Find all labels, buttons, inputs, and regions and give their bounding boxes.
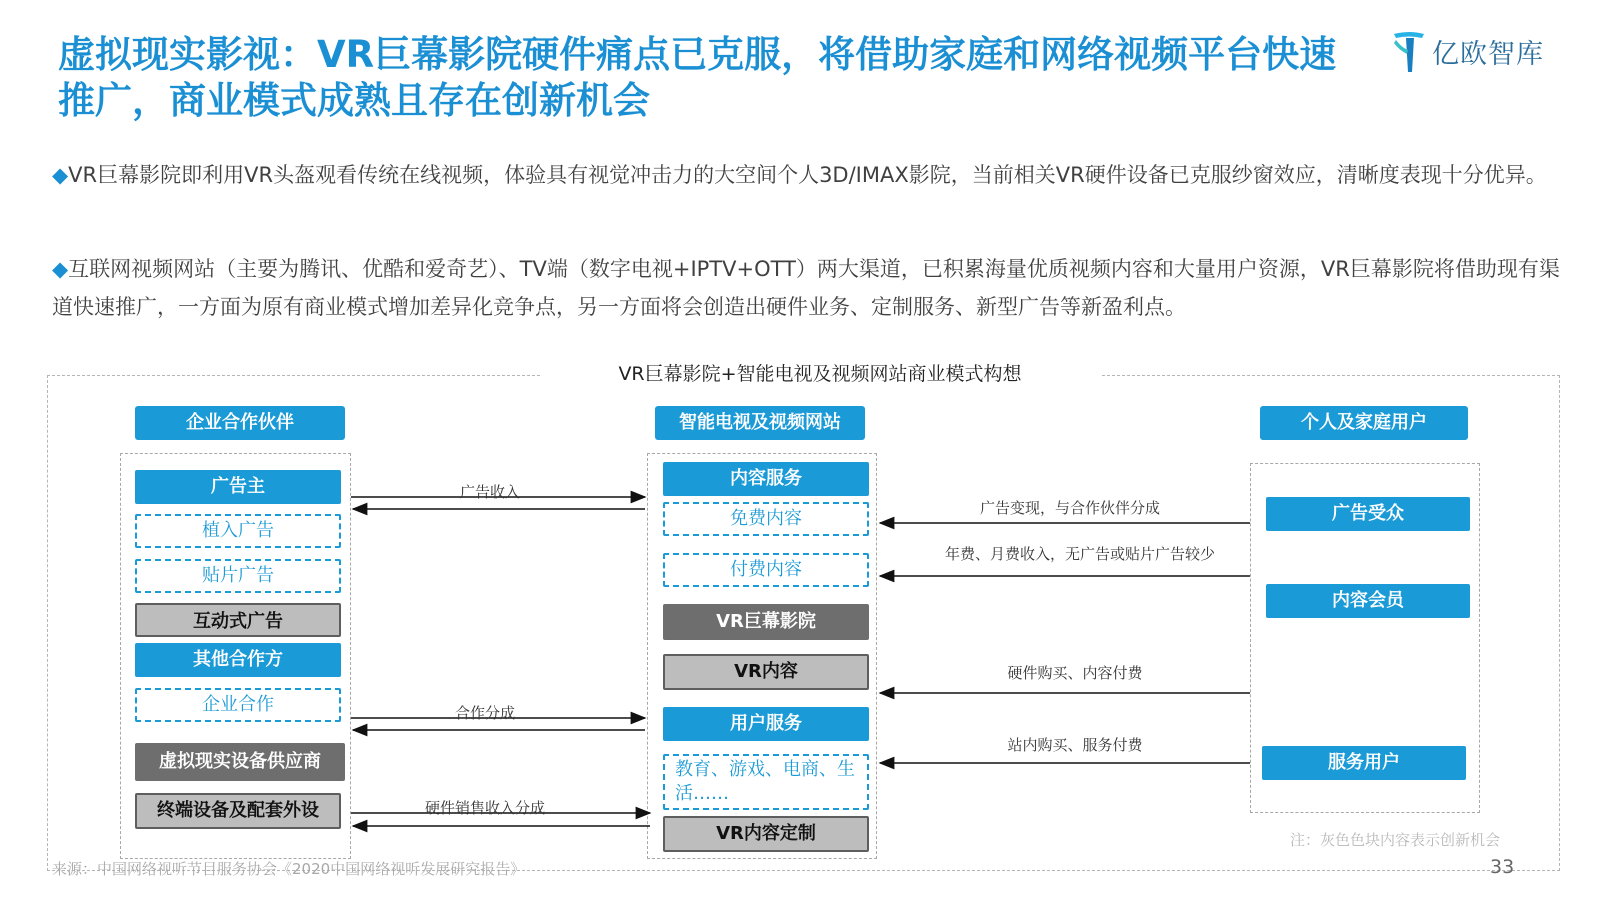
paragraph-text: VR巨幕影院即利用VR头盔观看传统在线视频，体验具有视觉冲击力的大空间个人3D/IMAX影院，当前相关VR硬件设备已克服纱窗效应，清晰度表现十分优异。 (68, 163, 1547, 187)
diagram-note: 注：灰色色块内容表示创新机会 (1290, 831, 1501, 849)
product-placement-block: 植入广告 (135, 514, 341, 548)
interactive-ad-block: 互动式广告 (135, 603, 341, 637)
bullet-icon: ◆ (52, 163, 69, 187)
coop-share-label: 合作分成 (454, 704, 515, 722)
intro-paragraph-2 (52, 250, 1562, 326)
ad-audience-block: 广告受众 (1266, 497, 1470, 531)
bullet-icon: ◆ (52, 257, 69, 281)
vr-cinema-block: VR巨幕影院 (663, 604, 869, 640)
brand-logo-text: 亿欧智库 (1432, 38, 1544, 70)
other-partners-block: 其他合作方 (135, 643, 341, 677)
left-column-header: 企业合作伙伴 (135, 406, 345, 440)
middle-column-header: 智能电视及视频网站 (655, 406, 865, 440)
in-site-purchase-label: 站内购买、服务付费 (1007, 736, 1143, 754)
intro-paragraph-1 (52, 156, 1562, 194)
hardware-purchase-label: 硬件购买、内容付费 (1007, 664, 1143, 682)
vr-content-block: VR内容 (663, 654, 869, 690)
content-member-block: 内容会员 (1266, 584, 1470, 618)
right-column-header: 个人及家庭用户 (1260, 406, 1468, 440)
paragraph-text: 互联网视频网站（主要为腾讯、优酷和爱奇艺）、TV端（数字电视+IPTV+OTT）两大渠道，已积累海量优质视频内容和大量用户资源，VR巨幕影院将借助现有渠道快速推广，一方面为原有商业模式增加差异化竞争点，另一方面将会创造出硬件业务、定制服务、新型广告等新盈利点。 (52, 257, 1560, 319)
vr-device-supplier-block: 虚拟现实设备供应商 (135, 743, 345, 781)
advertiser-block: 广告主 (135, 470, 341, 504)
brand-logo (1392, 26, 1572, 76)
user-service-block: 用户服务 (663, 707, 869, 741)
ad-income-label: 广告收入 (459, 483, 520, 501)
page-title: 虚拟现实影视：VR巨幕影院硬件痛点已克服，将借助家庭和网络视频平台快速推广，商业模式成熟且存在创新机会 (58, 33, 1337, 122)
enterprise-coop-block: 企业合作 (135, 688, 341, 722)
service-user-block: 服务用户 (1262, 746, 1466, 780)
diagram-title: VR巨幕影院+智能电视及视频网站商业模式构想 (540, 358, 1100, 390)
paid-content-block: 付费内容 (663, 553, 869, 587)
terminal-device-block: 终端设备及配套外设 (135, 793, 341, 829)
page-number: 33 (1490, 856, 1515, 878)
free-content-block: 免费内容 (663, 502, 869, 536)
ad-monetize-label: 广告变现，与合作伙伴分成 (979, 499, 1160, 517)
edu-game-ecommerce-block: 教育、游戏、电商、生活…… (663, 754, 869, 810)
vr-content-custom-block: VR内容定制 (663, 816, 869, 852)
source-citation: 来源：中国网络视听节目服务协会《2020中国网络视听发展研究报告》 (52, 860, 526, 878)
yiou-logo-icon (1392, 28, 1426, 74)
preroll-ad-block: 贴片广告 (135, 559, 341, 593)
hardware-share-label: 硬件销售收入分成 (424, 799, 545, 817)
content-service-block: 内容服务 (663, 462, 869, 496)
fees-label: 年费、月费收入，无广告或贴片广告较少 (944, 545, 1215, 563)
